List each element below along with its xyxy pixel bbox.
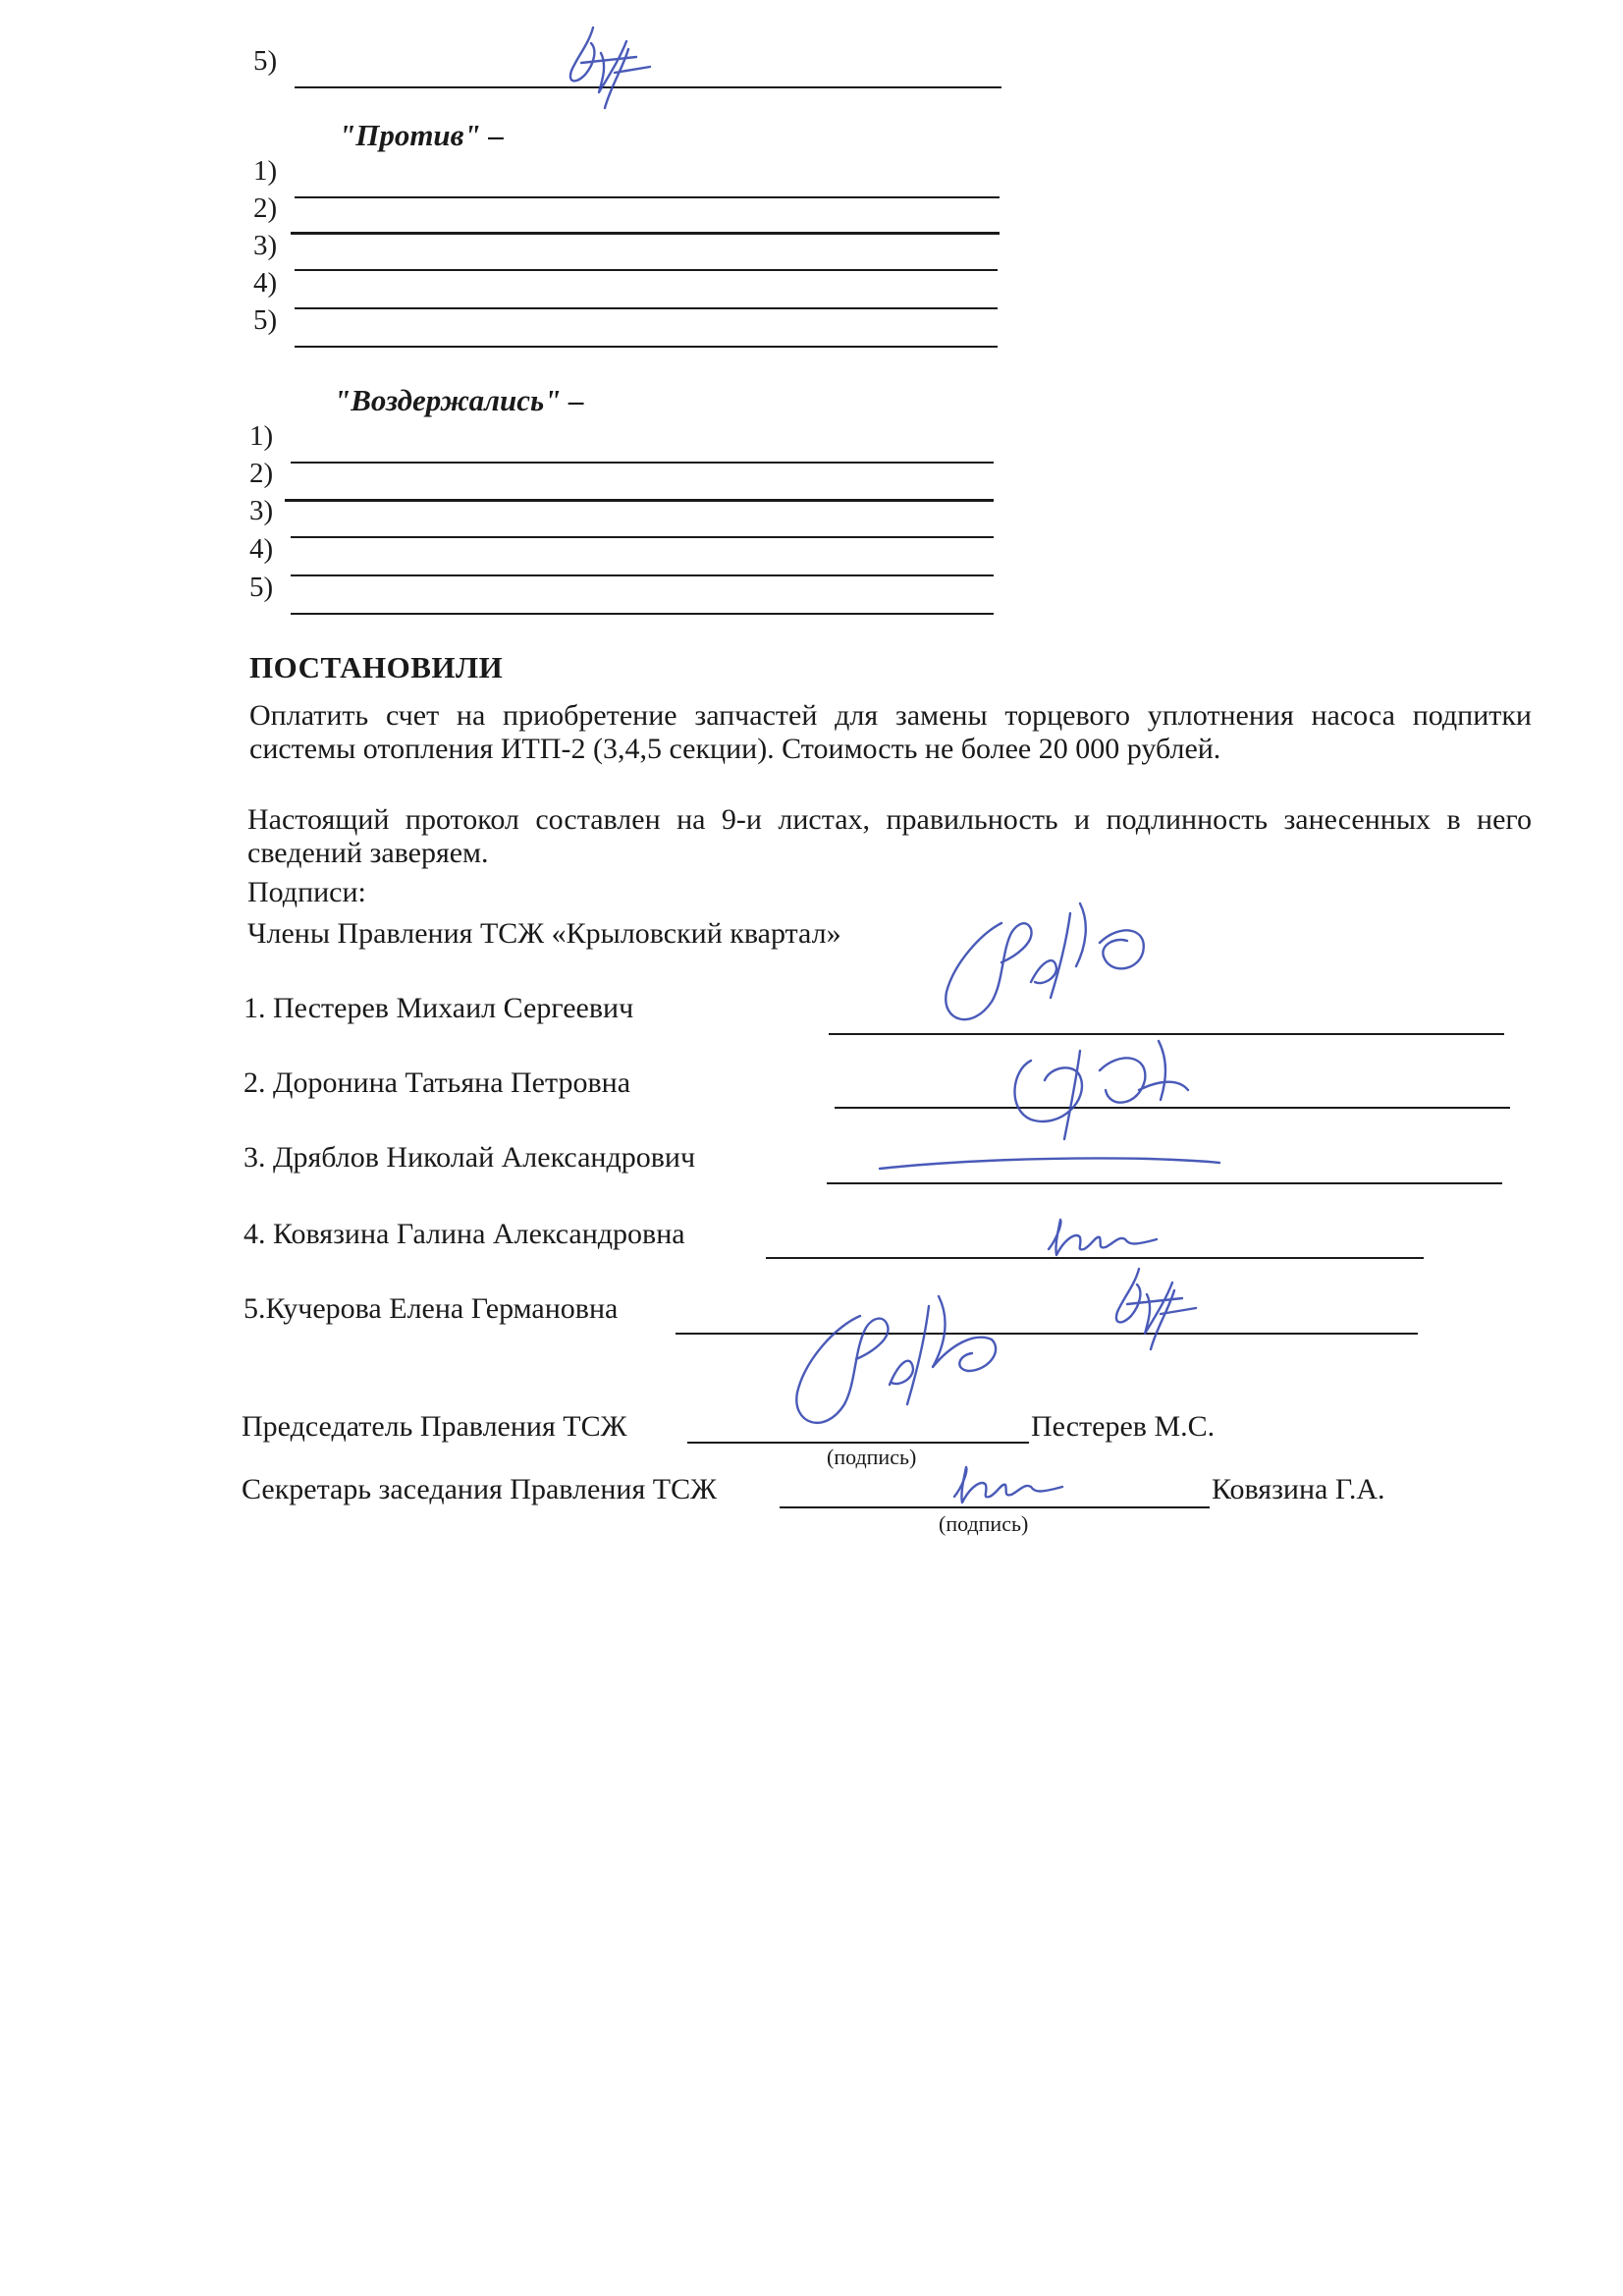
chairman-label: Председатель Правления ТСЖ (242, 1410, 627, 1443)
against-item-2: 2) (253, 192, 278, 224)
chairman-signature-caption: (подпись) (827, 1445, 917, 1469)
top-item-number: 5) (253, 45, 278, 77)
against-heading: "Против" – (339, 118, 504, 152)
signatures-label: Подписи: (247, 876, 366, 908)
abstained-heading: "Воздержались" – (334, 383, 584, 417)
secretary-name: Ковязина Г.А. (1212, 1473, 1385, 1505)
abstained-line-3 (291, 536, 994, 538)
signature-top (542, 14, 670, 122)
signature-secretary (947, 1457, 1074, 1516)
against-line-2 (291, 232, 1000, 235)
abstained-line-5 (291, 613, 994, 615)
resolution-heading: ПОСТАНОВИЛИ (249, 650, 504, 684)
member-3: 3. Дряблов Николай Александрович (243, 1141, 696, 1174)
member-2: 2. Доронина Татьяна Петровна (243, 1066, 631, 1099)
abstained-item-3: 3) (249, 495, 274, 526)
signature-chairman (782, 1277, 1037, 1463)
abstained-line-2 (285, 499, 994, 502)
abstained-item-2: 2) (249, 458, 274, 489)
signature-member-5 (1090, 1259, 1208, 1367)
abstained-line-1 (291, 462, 994, 464)
against-line-4 (295, 307, 998, 309)
secretary-signature-caption: (подпись) (939, 1511, 1029, 1536)
signature-member-3 (874, 1145, 1227, 1184)
abstained-item-1: 1) (249, 420, 274, 452)
certification-text: Настоящий протокол составлен на 9-и листах, правильность и подлинность занесенных в него сведений заверяем. (247, 803, 1532, 869)
member-4: 4. Ковязина Галина Александровна (243, 1218, 685, 1250)
against-item-5: 5) (253, 304, 278, 336)
against-line-1 (295, 196, 1000, 198)
against-item-1: 1) (253, 155, 278, 187)
abstained-line-4 (291, 574, 994, 576)
board-label: Члены Правления ТСЖ «Крыловский квартал» (247, 917, 841, 950)
chairman-name: Пестерев М.С. (1031, 1410, 1216, 1443)
signature-member-2 (992, 1011, 1227, 1149)
against-item-3: 3) (253, 230, 278, 261)
against-line-5 (295, 346, 998, 348)
abstained-item-5: 5) (249, 572, 274, 603)
member-1: 1. Пестерев Михаил Сергеевич (243, 992, 634, 1024)
secretary-label: Секретарь заседания Правления ТСЖ (242, 1473, 717, 1505)
against-line-3 (295, 269, 998, 271)
abstained-item-4: 4) (249, 533, 274, 565)
against-item-4: 4) (253, 267, 278, 299)
resolution-text: Оплатить счет на приобретение запчастей для замены торцевого уплотнения насоса подпитки системы отопления ИТП-2 (3,4,5 секции). Стоимость не более 20 000 рублей. (249, 699, 1532, 765)
member-5: 5.Кучерова Елена Германовна (243, 1292, 619, 1325)
